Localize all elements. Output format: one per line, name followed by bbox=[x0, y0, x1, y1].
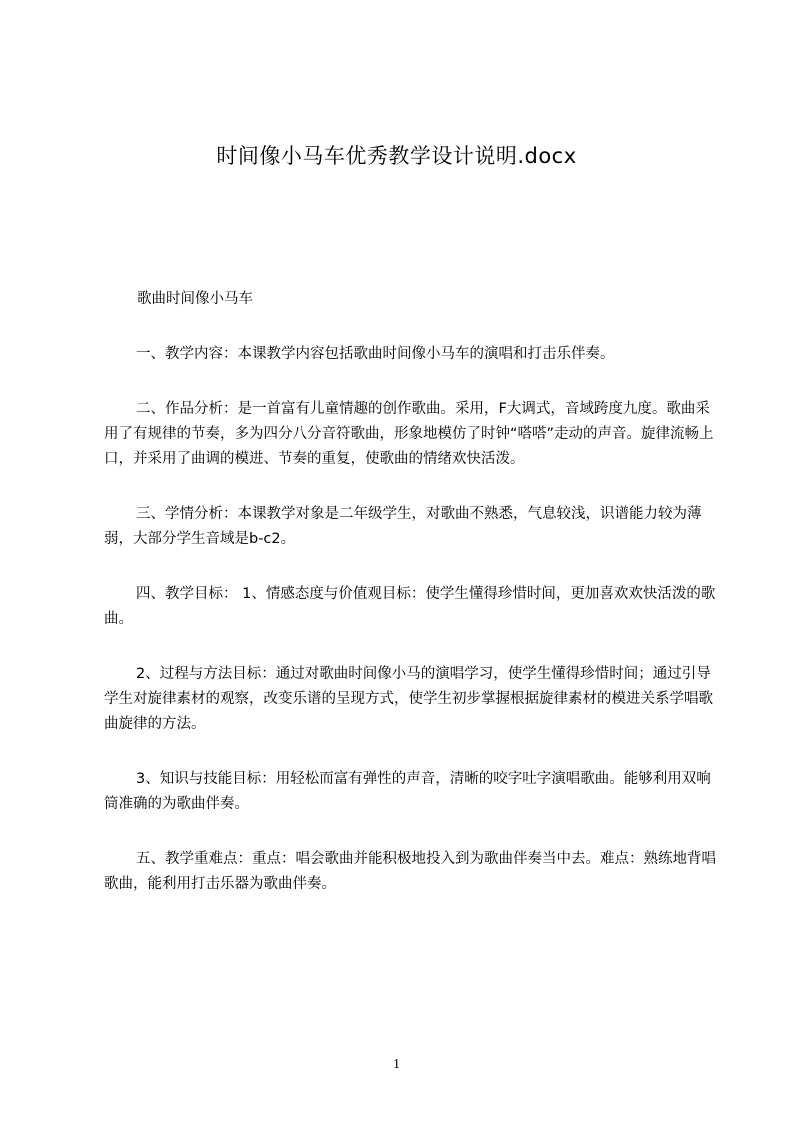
song-title-paragraph: 歌曲时间像小马车 bbox=[137, 291, 253, 307]
key-difficult-points-paragraph: 五、教学重难点：重点：唱会歌曲并能积极地投入到为歌曲伴奏当中去。难点：熟练地背唱歌曲，能利用打击乐器为歌曲伴奏。 bbox=[104, 851, 716, 892]
knowledge-skill-goal-paragraph: 3、知识与技能目标：用轻松而富有弹性的声音，清晰的咬字吐字演唱歌曲。能够利用双响筒准确的为歌曲伴奏。 bbox=[104, 771, 711, 812]
work-analysis-paragraph: 二、作品分析：是一首富有儿童情趣的创作歌曲。采用，F大调式，音域跨度九度。歌曲采用了有规律的节奏，多为四分八分音符歌曲，形象地模仿了时钟“嗒嗒”走动的声音。旋律流畅上口，并采用了曲调的模进、节奏的重复，使歌曲的情绪欢快活泼。 bbox=[104, 401, 714, 467]
teaching-content-paragraph: 一、教学内容：本课教学内容包括歌曲时间像小马车的演唱和打击乐伴奏。 bbox=[136, 346, 615, 362]
document-body bbox=[104, 287, 716, 897]
learner-analysis-paragraph: 三、学情分析：本课教学对象是二年级学生，对歌曲不熟悉，气息较浅，识谱能力较为薄弱，大部分学生音域是b-c2。 bbox=[104, 506, 702, 547]
process-method-goal-paragraph: 2、过程与方法目标：通过对歌曲时间像小马的演唱学习，使学生懂得珍惜时间；通过引导学生对旋律素材的观察，改变乐谱的呈现方式，使学生初步掌握根据旋律素材的模进关系学唱歌曲旋律的方法。 bbox=[104, 666, 713, 732]
page-number: 1 bbox=[393, 1057, 400, 1072]
document-title: 时间像小马车优秀教学设计说明.docx bbox=[216, 144, 577, 168]
teaching-goals-paragraph: 四、教学目标： 1、情感态度与价值观目标：使学生懂得珍惜时间，更加喜欢欢快活泼的歌曲。 bbox=[104, 586, 716, 627]
